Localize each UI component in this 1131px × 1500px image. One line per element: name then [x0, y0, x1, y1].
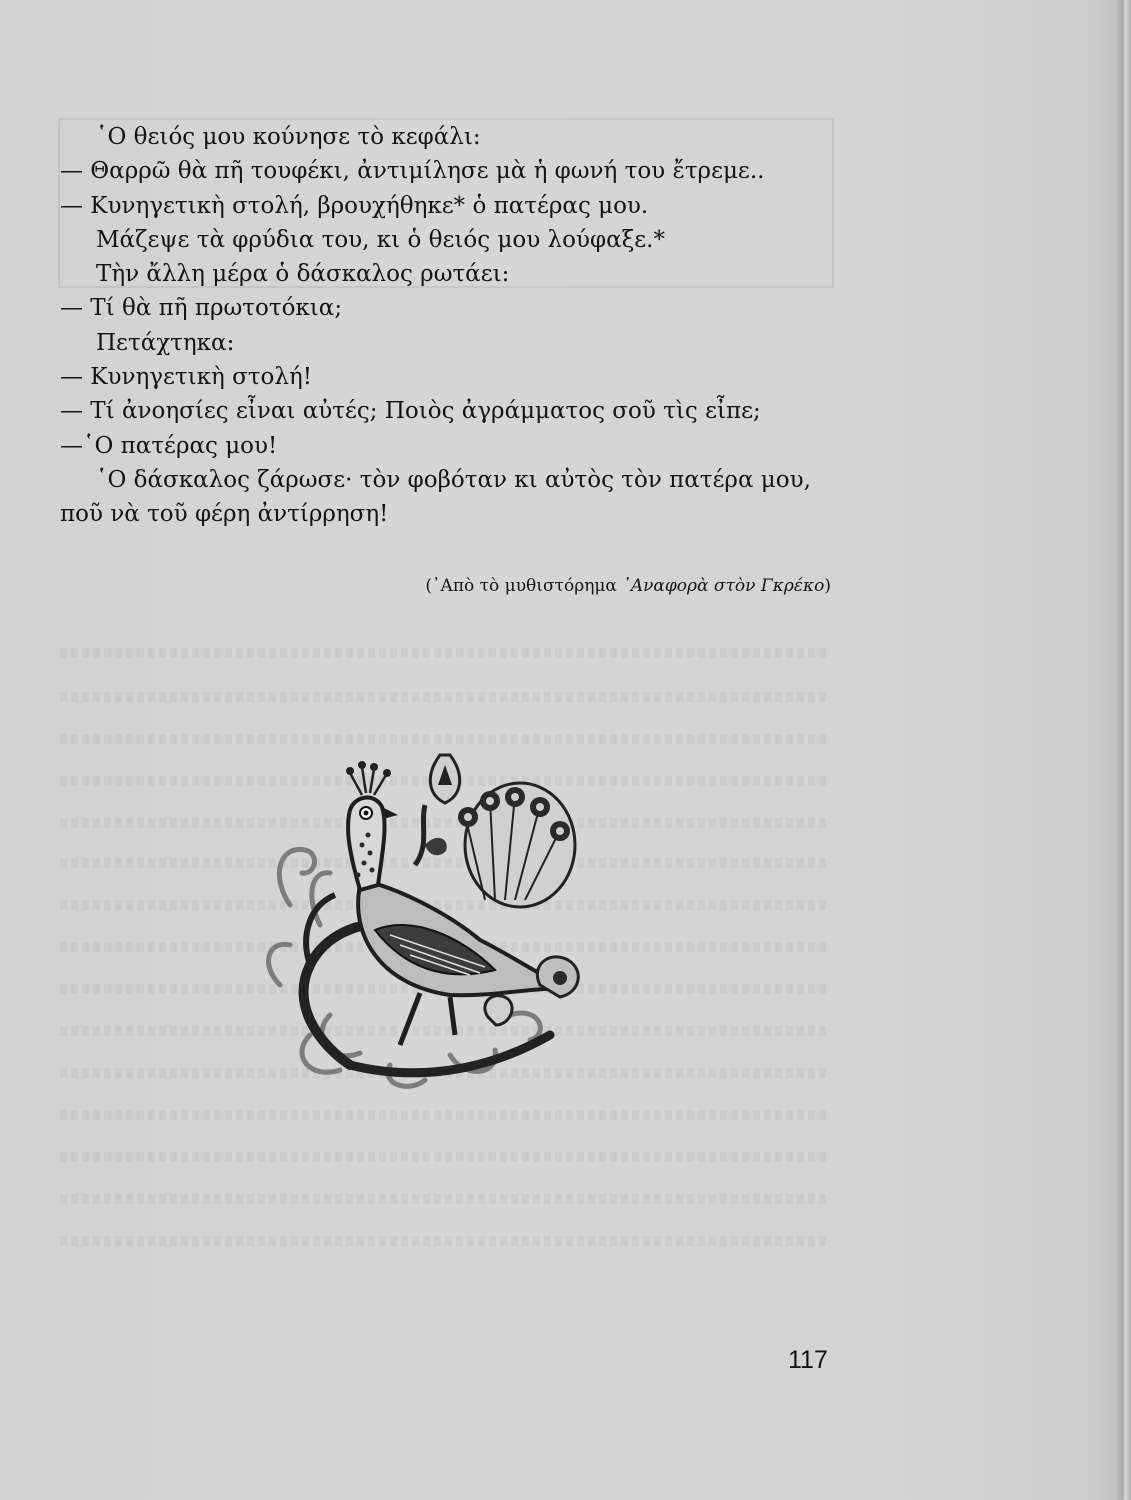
source-citation — [425, 576, 831, 596]
text-line: —῾Ο πατέρας μου! — [60, 432, 278, 459]
page-number: 117 — [788, 1346, 828, 1374]
bleed-through-line — [60, 1236, 830, 1246]
text-line: — Κυνηγετικὴ στολή! — [60, 364, 312, 391]
peacock-illustration-icon — [250, 735, 610, 1095]
text-line: — Κυνηγετικὴ στολή, βρουχήθηκε* ὁ πατέρας μου. — [60, 192, 649, 219]
bleed-through-line — [60, 1110, 830, 1120]
source-prefix: (᾿Απὸ τὸ μυθιστόρημα — [425, 576, 623, 596]
bleed-through-line — [60, 1152, 830, 1162]
bleed-through-line — [60, 692, 830, 702]
source-suffix: ) — [824, 576, 831, 596]
story-text — [60, 120, 840, 532]
bleed-through-line — [60, 1194, 830, 1204]
source-title: ᾿Αναφορὰ στὸν Γκρέκο — [622, 576, 825, 596]
text-line: ῾Ο δάσκαλος ζάρωσε· τὸν φοβόταν κι αὐτὸς τὸν πατέρα μου, — [96, 466, 811, 493]
text-line: — Τί ἀνοησίες εἶναι αὐτές; Ποιὸς ἀγράμματος σοῦ τὶς εἶπε; — [60, 398, 761, 425]
text-line: — Τί θὰ πῆ πρωτοτόκια; — [60, 295, 343, 322]
text-line: Πετάχτηκα: — [96, 329, 235, 356]
text-line: ῾Ο θειός μου κούνησε τὸ κεφάλι: — [96, 124, 481, 150]
bleed-through-line — [60, 648, 830, 658]
text-line: Τὴν ἄλλη μέρα ὁ δάσκαλος ρωτάει: — [96, 261, 510, 288]
page-edge — [1117, 0, 1131, 1500]
text-line: ποῦ νὰ τοῦ φέρη ἀντίρρηση! — [60, 501, 389, 528]
text-line: — Θαρρῶ θὰ πῆ τουφέκι, ἀντιμίλησε μὰ ἡ φωνή του ἔτρεμε.. — [60, 158, 765, 185]
text-line: Μάζεψε τὰ φρύδια του, κι ὁ θειός μου λούφαξε.* — [96, 226, 665, 253]
